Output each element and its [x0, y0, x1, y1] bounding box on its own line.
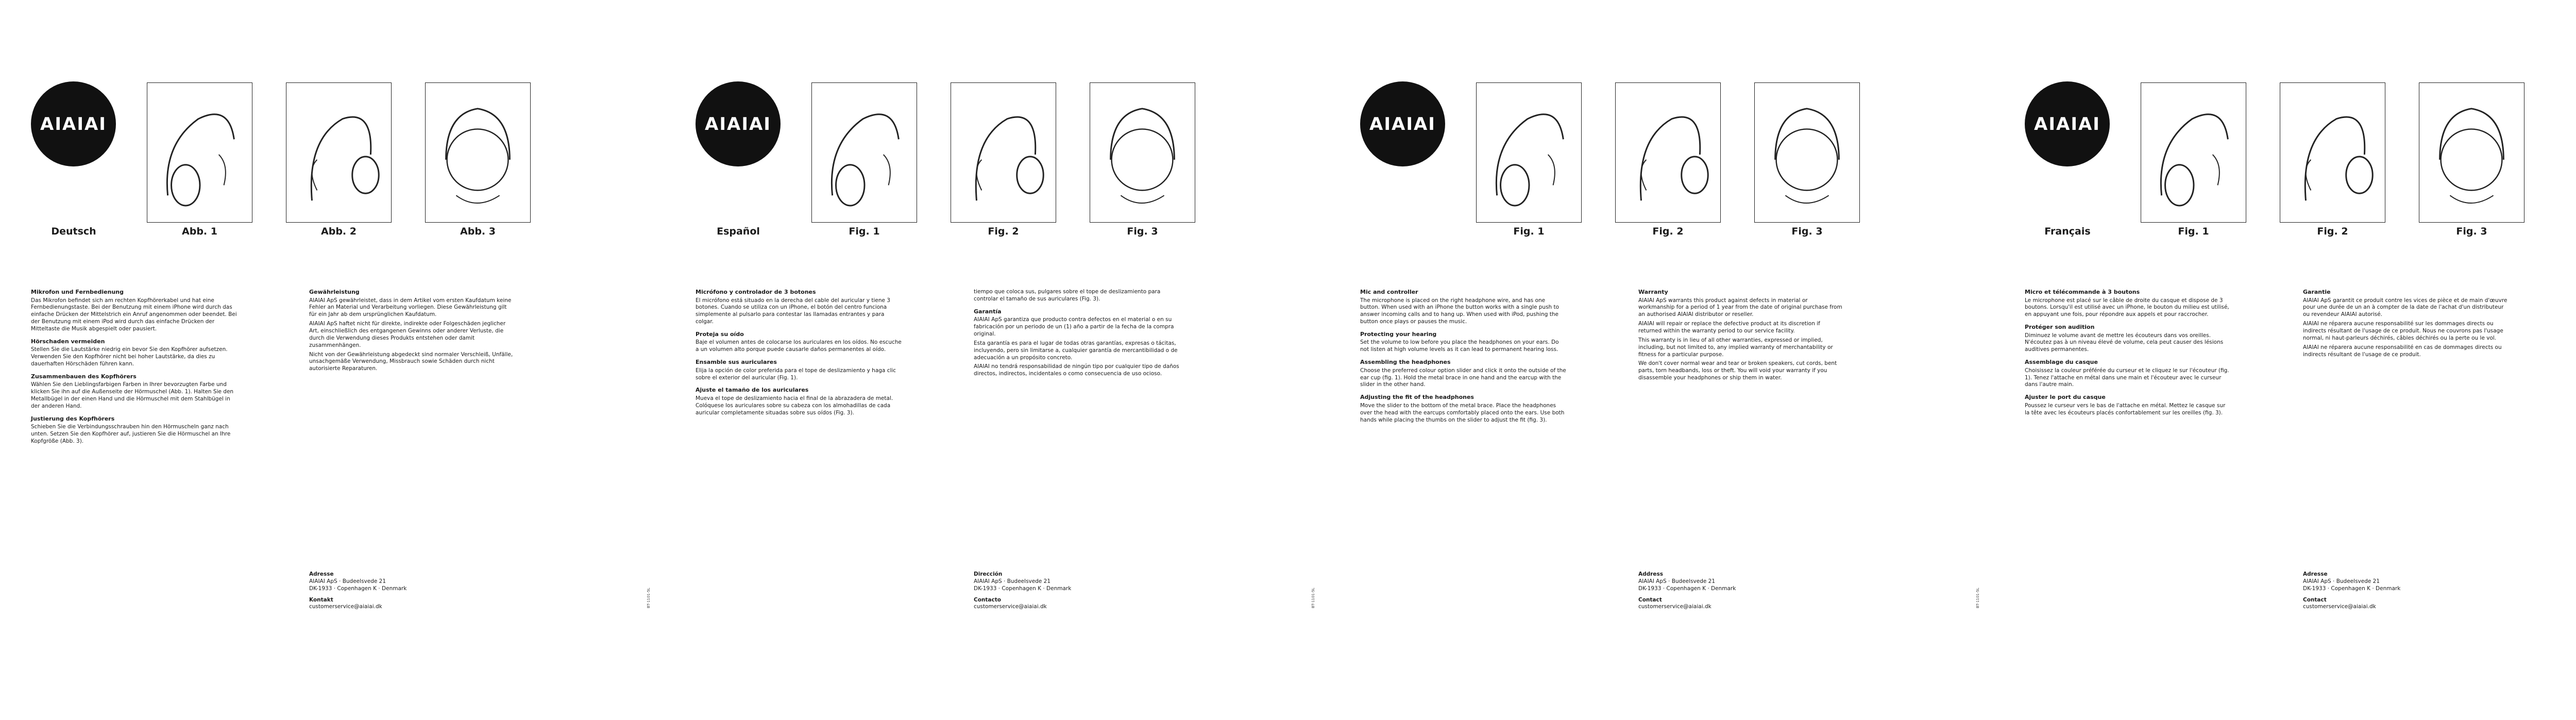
section-text: The microphone is placed on the right headphone wire, and has one button. When used with an iPhone the button works with a single push to answer incoming calls and to hang up. When used with iPod, pushing the button once plays or pauses the music. [1360, 297, 1560, 325]
contact-email[interactable]: customerservice@aiaiai.dk [1638, 604, 1711, 610]
section-heading: Micro et télécommande à 3 boutons [2025, 289, 2140, 295]
section-text: AIAIAI ApS haftet nicht für direkte, indirekte oder Folgeschäden jeglicher Art, einschließlich des entgangenen Gewinns oder anderer Verluste, die durch die Verwendung dieses Produkts entstehen oder damit zusammenhängen. [309, 321, 506, 348]
print-code: BT-1101-5L [647, 588, 651, 608]
address-line: AIAIAI ApS · Budeelsvede 21 [309, 578, 386, 584]
section-text: AIAIAI ApS garantiza que producto contra defectos en el material o en su fabricación por un periodo de un (1) año a partir de la fecha de la compra original. [974, 316, 1174, 337]
section-text: Baje el volumen antes de colocarse los auriculares en los oídos. No escuche a un volumen alto porque puede causarle daños permanentes al oído. [696, 339, 902, 353]
section-heading: Hörschaden vermeiden [31, 338, 105, 345]
contact-label: Kontakt [309, 596, 333, 603]
figure-label: Abb. 3 [460, 226, 496, 237]
figure-label: Fig. 1 [1513, 226, 1545, 237]
text-column [974, 289, 1180, 380]
section-heading: Gewährleistung [309, 289, 360, 295]
section-text: AIAIAI ne réparera aucune responsabilité sur les dommages directs ou indirects résultant de l'usage de ce produit. Nous ne couvrons pas l'usage normal, ni haut-parleurs déchirés, câbles déchirés ou la perte ou le vol. [2303, 321, 2503, 341]
brand-logo-text: AIAIAI [705, 113, 771, 135]
section-heading: Ajuste el tamaño de los auriculares [696, 387, 809, 394]
print-code: BT-1101-5L [1311, 588, 1315, 608]
panel-deutsch [21, 0, 665, 720]
section-text: We don't cover normal wear and tear or broken speakers, cut cords, bent parts, torn headbands, loss or theft. You will void your warranty if you disassemble your headphones or ship them in water. [1638, 360, 1837, 381]
section-heading: Justierung des Kopfhörers [31, 415, 115, 422]
section-text: Das Mikrofon befindet sich am rechten Kopfhörerkabel und hat eine Fernbedienungstaste. Bei der Benutzung mit einem iPhone wird durch das einfache Drücken der Mittelstrich ein Anruf angenommen oder beendet. Bei der Benutzung mit einem iPod wird durch das einfache Drücken der Mitteltaste die Musik abgespielt oder pausiert. [31, 297, 237, 332]
section-text: Esta garantía es para el lugar de todas otras garantías, expresas o tácitas, incluyendo, pero sin limitarse a, cualquier garantía de mercantibilidad o de adecuación a un propósito concreto. [974, 340, 1178, 361]
headphone-assembly-icon [147, 82, 252, 223]
contact-email[interactable]: customerservice@aiaiai.dk [309, 604, 382, 610]
brand-logo [1360, 81, 1445, 166]
headphone-assembly-icon [2141, 82, 2246, 223]
section-text: Nicht von der Gewährleistung abgedeckt sind normaler Verschleiß, Unfälle, unsachgemäße Verwendung, Missbrauch sowie Schäden durch nicht autorisierte Reparaturen. [309, 351, 513, 372]
brand-logo-text: AIAIAI [2034, 113, 2100, 135]
address-label: Adresse [2303, 571, 2328, 577]
figure-label: Fig. 2 [1652, 226, 1684, 237]
brand-logo [2025, 81, 2110, 166]
address-label: Address [1638, 571, 1663, 577]
address-block [2303, 571, 2509, 611]
headphone-fit-icon [2419, 82, 2524, 223]
brand-logo [696, 81, 781, 166]
section-text: Choose the preferred colour option slider and click it onto the outside of the ear cup (fig. 1). Hold the metal brace in one hand and the earcup with the slider in the other hand. [1360, 367, 1566, 388]
text-column [2303, 289, 2509, 360]
figure-label: Fig. 1 [2178, 226, 2209, 237]
section-heading: Assembling the headphones [1360, 359, 1451, 366]
headphone-fit-icon [425, 82, 531, 223]
section-text: Wählen Sie den Lieblingsfarbigen Farben in Ihrer bevorzugten Farbe und klicken Sie ihn auf die Außenseite der Hörmuschel (Abb. 1). Halten Sie den Metallbügel in der einen Hand und die Hörmuschel mit dem Stahlbügel in der anderen Hand. [31, 381, 234, 409]
headphone-brace-icon [286, 82, 392, 223]
brand-logo-text: AIAIAI [40, 113, 107, 135]
brand-logo-text: AIAIAI [1369, 113, 1436, 135]
section-text: This warranty is in lieu of all other warranties, expressed or implied, including, but not limited to, any implied warranty of merchantability or fitness for a particular purpose. [1638, 337, 1833, 358]
figure-label: Fig. 3 [1791, 226, 1823, 237]
section-text: Move the slider to the bottom of the metal brace. Place the headphones over the head with the earcups comfortably placed onto the ears. Use both hands while placing the thumbs on the slider to adjust the fit (fig. 3). [1360, 402, 1565, 423]
headphone-fit-icon [1754, 82, 1860, 223]
section-text: El micrófono está situado en la derecha del cable del auricular y tiene 3 botones. Cuando se utiliza con un iPhone, el botón del centro funciona simplemente al pulsarlo para contestar las llamadas entrantes y para colgar. [696, 297, 890, 325]
address-line: DK-1933 · Copenhagen K · Denmark [974, 585, 1072, 592]
address-line: AIAIAI ApS · Budeelsvede 21 [2303, 578, 2380, 584]
language-heading: Deutsch [51, 226, 96, 237]
section-text: AIAIAI will repair or replace the defective product at its discretion if returned within the warranty period to our service facility. [1638, 321, 1820, 334]
address-line: AIAIAI ApS · Budeelsvede 21 [1638, 578, 1716, 584]
address-block [1638, 571, 1844, 611]
figure-label: Abb. 2 [321, 226, 357, 237]
headphone-brace-icon [951, 82, 1056, 223]
section-text: Poussez le curseur vers le bas de l'attache en métal. Mettez le casque sur la tête avec les écouteurs placés confortablement sur les oreilles (fig. 3). [2025, 402, 2226, 416]
text-column [1638, 289, 1844, 384]
figure-label: Fig. 3 [2456, 226, 2487, 237]
address-label: Adresse [309, 571, 334, 577]
figure-label: Fig. 2 [988, 226, 1019, 237]
figure-label: Fig. 1 [849, 226, 880, 237]
section-text: AIAIAI no tendrá responsabilidad de ningún tipo por cualquier tipo de daños directos, indirectos, incidentales o como consecuencia de uso ocioso. [974, 363, 1179, 377]
panel-english [1350, 0, 1994, 720]
contact-label: Contact [1638, 596, 1662, 603]
section-text: Set the volume to low before you place the headphones on your ears. Do not listen at high volume levels as it can lead to permanent hearing loss. [1360, 339, 1559, 353]
section-heading: Ensamble sus auriculares [696, 359, 777, 366]
language-heading: Français [2044, 226, 2091, 237]
text-column [2025, 289, 2231, 419]
text-column [309, 289, 515, 375]
section-text: tiempo que coloca sus, pulgares sobre el tope de deslizamiento para controlar el tamaño de sus auriculares (Fig. 3). [974, 289, 1161, 302]
section-text: Stellen Sie die Lautstärke niedrig ein bevor Sie den Kopfhörer aufsetzen. Verwenden Sie den Kopfhörer nicht bei hoher Lautstärke, da dies zu dauerhaften Hörschäden führen kann. [31, 346, 228, 367]
headphone-assembly-icon [1476, 82, 1582, 223]
section-heading: Garantía [974, 308, 1002, 315]
section-heading: Micrófono y controlador de 3 botones [696, 289, 816, 295]
section-heading: Ajuster le port du casque [2025, 394, 2106, 401]
text-column [696, 289, 902, 419]
address-label: Dirección [974, 571, 1003, 577]
panel-espanol [685, 0, 1329, 720]
print-code: BT-1101-5L [1976, 588, 1980, 608]
address-line: AIAIAI ApS · Budeelsvede 21 [974, 578, 1051, 584]
address-line: DK-1933 · Copenhagen K · Denmark [1638, 585, 1736, 592]
figure-label: Fig. 3 [1127, 226, 1158, 237]
section-heading: Protéger son audition [2025, 324, 2095, 331]
headphone-fit-icon [1090, 82, 1195, 223]
section-heading: Warranty [1638, 289, 1668, 295]
section-text: Mueva el tope de deslizamiento hacia el final de la abrazadera de metal. Colóquese los auriculares sobre su cabeza con los almohadillas de cada auricular completamente situadas sobre sus oídos (Fig. 3). [696, 395, 893, 416]
section-text: Diminuez le volume avant de mettre les écouteurs dans vos oreilles. N'écoutez pas à un niveau élevé de volume, cela peut causer des lésions auditives permanentes. [2025, 332, 2224, 353]
section-heading: Adjusting the fit of the headphones [1360, 394, 1474, 401]
contact-email[interactable]: customerservice@aiaiai.dk [974, 604, 1047, 610]
section-text: AIAIAI ApS gewährleistet, dass in dem Artikel vom ersten Kaufdatum keine Fehler an Material und Verarbeitung vorliegen. Diese Gewährleistung gilt für ein Jahr ab dem ursprünglichen Kaufdatum. [309, 297, 512, 318]
section-text: AIAIAI ApS garantit ce produit contre les vices de pièce et de main d'œuvre pour une durée de un an à compter de la date de l'achat d'un distributeur ou revendeur AIAIAI autorisé. [2303, 297, 2507, 318]
address-block [974, 571, 1180, 611]
section-text: AIAIAI ApS warrants this product against defects in material or workmanship for a period of 1 year from the date of original purchase from an authorised AIAIAI distributor or reseller. [1638, 297, 1842, 318]
section-heading: Assemblage du casque [2025, 359, 2098, 366]
figure-label: Abb. 1 [182, 226, 217, 237]
panel-francais [2014, 0, 2576, 720]
brand-logo [31, 81, 116, 166]
section-text: Elija la opción de color preferida para el tope de deslizamiento y haga clic sobre el exterior del auricular (Fig. 1). [696, 367, 896, 381]
text-column [1360, 289, 1566, 426]
headphone-brace-icon [1615, 82, 1721, 223]
section-text: Schieben Sie die Verbindungsschrauben hin den Hörmuscheln ganz nach unten. Setzen Sie den Kopfhörer auf, justieren Sie die Hörmuschel an Ihre Kopfgröße (Abb. 3). [31, 424, 231, 445]
headphone-assembly-icon [811, 82, 917, 223]
address-line: DK-1933 · Copenhagen K · Denmark [2303, 585, 2401, 592]
section-text: AIAIAI ne réparera aucune responsabilité en cas de dommages directs ou indirects résultant de l'usage de ce produit. [2303, 344, 2502, 358]
section-text: Choisissez la couleur préférée du curseur et le cliquez le sur l'écouteur (fig. 1). Tenez l'attache en métal dans une main et l'écouteur avec le curseur dans l'autre main. [2025, 367, 2229, 388]
section-heading: Mic and controller [1360, 289, 1418, 295]
address-block [309, 571, 515, 611]
section-text: Le microphone est placé sur le câble de droite du casque et dispose de 3 boutons. Lorsqu'il est utilisé avec un iPhone, le bouton du milieu est utilisé, en appuyant une fois, pour répondre aux appels et pour raccrocher. [2025, 297, 2229, 318]
contact-label: Contacto [974, 596, 1001, 603]
address-line: DK-1933 · Copenhagen K · Denmark [309, 585, 407, 592]
section-heading: Zusammenbauen des Kopfhörers [31, 373, 137, 380]
section-heading: Garantie [2303, 289, 2331, 295]
language-heading: Español [717, 226, 760, 237]
section-heading: Mikrofon und Fernbedienung [31, 289, 124, 295]
figure-label: Fig. 2 [2317, 226, 2348, 237]
section-heading: Proteja su oído [696, 330, 744, 338]
headphone-brace-icon [2280, 82, 2385, 223]
text-column [31, 289, 237, 447]
section-heading: Protecting your hearing [1360, 330, 1437, 338]
contact-email[interactable]: customerservice@aiaiai.dk [2303, 604, 2376, 610]
contact-label: Contact [2303, 596, 2327, 603]
